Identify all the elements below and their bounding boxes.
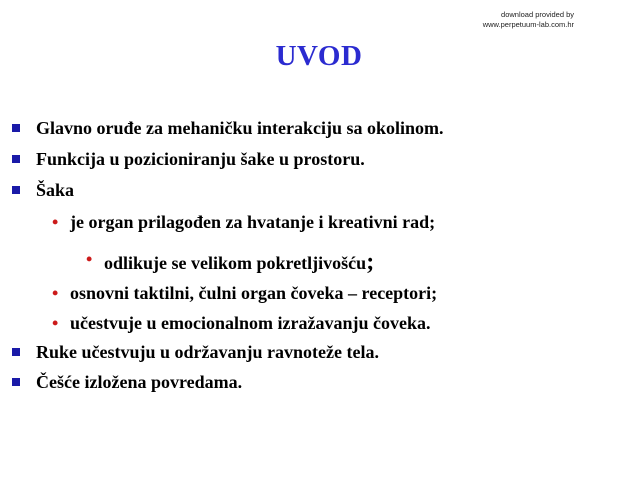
bullet-item	[36, 342, 379, 363]
bullet-item	[36, 149, 365, 170]
square-bullet-icon	[12, 186, 20, 194]
square-bullet-icon	[12, 155, 20, 163]
watermark-line-2: www.perpetuum-lab.com.hr	[482, 20, 574, 29]
bullet-item	[36, 118, 444, 139]
watermark	[483, 10, 574, 30]
watermark-line-1: download provided by	[501, 10, 574, 19]
sub-bullet-item	[52, 283, 438, 304]
round-bullet-icon: •	[52, 313, 59, 333]
square-bullet-icon	[12, 124, 20, 132]
sub-sub-bullet-item	[86, 249, 375, 276]
bullet-text: odlikuje se velikom pokretljivošću	[104, 253, 367, 273]
bullet-item	[36, 372, 242, 393]
bullet-item	[36, 180, 74, 201]
bullet-text: je organ prilagođen za hvatanje i kreativni rad;	[70, 212, 436, 232]
bullet-text: učestvuje u emocionalnom izražavanju čoveka.	[70, 313, 431, 333]
round-bullet-icon: •	[52, 283, 59, 303]
bullet-text: Ruke učestvuju u održavanju ravnoteže tela.	[36, 342, 379, 362]
bullet-text: Funkcija u pozicioniranju šake u prostoru.	[36, 149, 365, 169]
bullet-text: Glavno oruđe za mehaničku interakciju sa okolinom.	[36, 118, 444, 138]
bullet-text: Češće izložena povredama.	[36, 372, 243, 392]
square-bullet-icon	[12, 378, 20, 386]
square-bullet-icon	[12, 348, 20, 356]
bullet-text: Šaka	[36, 180, 75, 200]
round-bullet-icon: •	[86, 249, 93, 269]
sub-bullet-item	[52, 212, 436, 233]
round-bullet-icon: •	[52, 212, 59, 232]
slide-title: UVOD	[275, 40, 363, 72]
bullet-text: osnovni taktilni, čulni organ čoveka – receptori;	[70, 283, 438, 303]
bullet-punctuation: ;	[366, 249, 375, 275]
sub-bullet-item	[52, 313, 431, 334]
